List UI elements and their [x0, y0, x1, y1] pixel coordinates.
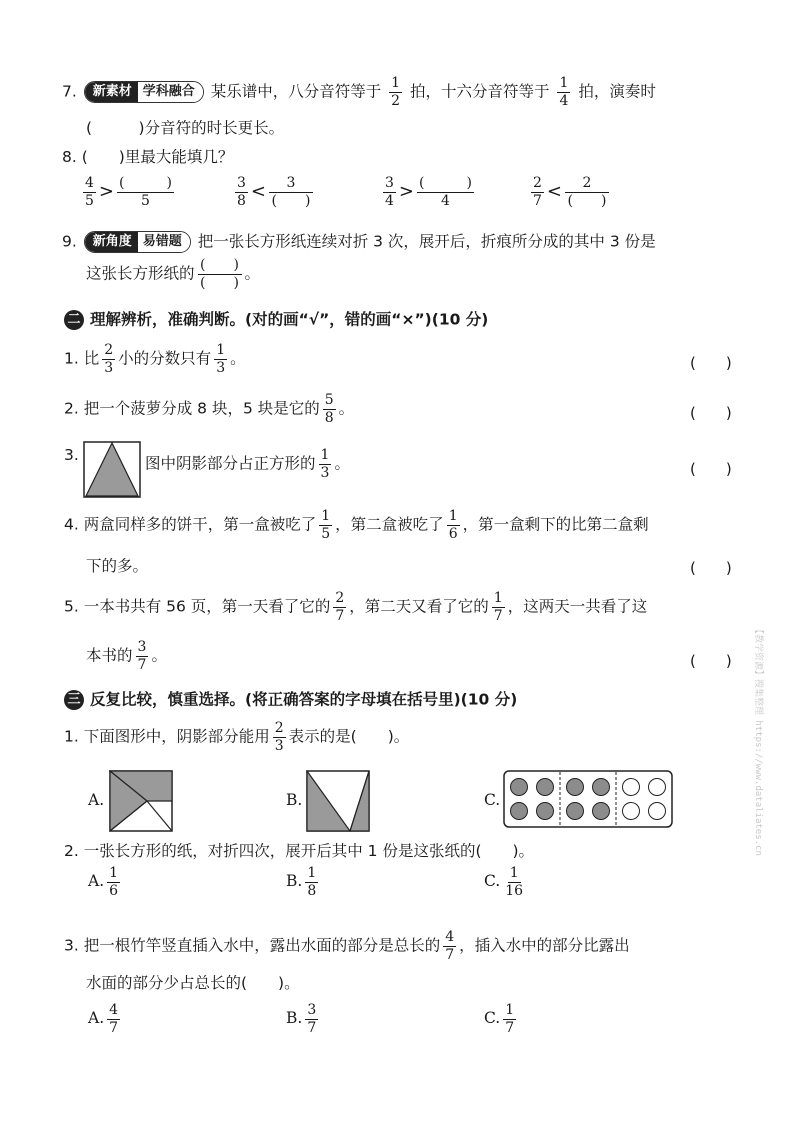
section2-title: 理解辨析，准确判断。(对的画“√”，错的画“×”)(10 分) — [90, 310, 489, 329]
s3-q1-option-c-figure[interactable] — [503, 770, 673, 828]
section3-badge: 三 — [64, 690, 84, 710]
s3-q3-option-b[interactable]: B. $\frac{3}{7}$ — [286, 1002, 317, 1036]
s3-q2: 2. 一张长方形的纸，对折四次，展开后其中 1 份是这张纸的( )。 — [64, 842, 535, 860]
s3-q3-option-a[interactable]: A. $\frac{4}{7}$ — [88, 1002, 119, 1036]
q9-tag: 新角度 易错题 — [84, 231, 191, 253]
q7-frac1: $\frac{1}{2}$ — [391, 75, 401, 109]
s3-q3-option-c[interactable]: C. $\frac{1}{7}$ — [484, 1002, 515, 1036]
section2-badge: 二 — [64, 310, 84, 330]
s2-q4-line2: 下的多。 — [86, 557, 149, 575]
s3-q1-option-a-figure[interactable] — [109, 770, 173, 832]
s2-q3: 3. — [64, 446, 79, 464]
q7-frac2: $\frac{1}{4}$ — [559, 75, 569, 109]
q8-item-3[interactable]: $\frac{3}{4}$ > $\frac{( )}{4}$ — [385, 175, 472, 209]
q9-line1: 9. 新角度 易错题 把一张长方形纸连续对折 3 次，展开后，折痕所分成的其中 3 份是 — [62, 231, 656, 253]
s2-q2-answer-bracket[interactable]: ( ) — [690, 404, 732, 422]
q8-item-2[interactable]: $\frac{3}{8}$ < $\frac{3}{( )}$ — [232, 176, 316, 208]
s2-q1-answer-bracket[interactable]: ( ) — [690, 354, 732, 372]
q7-number: 7. — [62, 82, 77, 101]
s2-q5-line1: 5. 一本书共有 56 页，第一天看了它的 $\frac{2}{7}$ ，第二天又看了它的 $\frac{1}{7}$ ，这两天一共看了这 — [64, 590, 648, 624]
s2-q2: 2. 把一个菠萝分成 8 块，5 块是它的 $\frac{5}{8}$ 。 — [64, 392, 355, 426]
s2-q3-triangle-figure — [83, 441, 141, 498]
q8-line1 — [62, 150, 233, 166]
section2-heading — [64, 310, 488, 330]
s3-q2-option-c[interactable]: C. $\frac{1}{16}$ — [484, 865, 524, 899]
s3-q2-option-a[interactable]: A. $\frac{1}{6}$ — [88, 865, 119, 899]
q8-item-1[interactable]: $\frac{4}{5}$ > $\frac{( )}{5}$ — [85, 175, 172, 209]
section3-title: 反复比较，慎重选择。(将正确答案的字母填在括号里)(10 分) — [90, 690, 518, 709]
q8-number: 8. — [62, 148, 77, 166]
section3-heading — [64, 690, 517, 710]
s3-q1-option-b-figure[interactable] — [306, 770, 370, 832]
q8-item-4[interactable]: $\frac{2}{7}$ < $\frac{2}{( )}$ — [528, 176, 612, 208]
s2-q5-answer-bracket[interactable]: ( ) — [690, 652, 732, 670]
s2-q3-answer-bracket[interactable]: ( ) — [690, 460, 732, 478]
s3-q1-option-c-label[interactable]: C. — [484, 791, 501, 809]
s2-q3-text: 图中阴影部分占正方形的 $\frac{1}{3}$ 。 — [145, 447, 350, 481]
q7-line1: 7. 新素材 学科融合 某乐谱中，八分音符等于 $\frac{1}{2}$ 拍，十六分音符等于 $\frac{1}{4}$ 拍，演奏时 — [62, 75, 656, 109]
s3-q3-line2: 水面的部分少占总长的( )。 — [86, 974, 300, 992]
q9-line2[interactable]: 这张长方形纸的 $\frac{( )}{( )}$ 。 — [86, 257, 261, 291]
s2-q4-line1: 4. 两盒同样多的饼干，第一盒被吃了 $\frac{1}{5}$ ，第二盒被吃了 $\frac{1}{6}$ ，第一盒剩下的比第二盒剩 — [64, 508, 649, 542]
q9-number: 9. — [62, 232, 77, 251]
s2-q4-answer-bracket[interactable]: ( ) — [690, 559, 732, 577]
s2-q1: 1. 比 $\frac{2}{3}$ 小的分数只有 $\frac{1}{3}$ 。 — [64, 342, 246, 376]
s2-q5-line2: 本书的 $\frac{3}{7}$ 。 — [86, 639, 167, 673]
q8-text: ( )里最大能填几？ — [81, 148, 234, 166]
s3-q3-line1: 3. 把一根竹竿竖直插入水中，露出水面的部分是总长的 $\frac{4}{7}$ ，插入水中的部分比露出 — [64, 929, 630, 963]
s3-q1-option-a-label[interactable]: A. — [88, 791, 105, 809]
s3-q1: 1. 下面图形中，阴影部分能用 $\frac{2}{3}$ 表示的是( )。 — [64, 720, 410, 754]
side-watermark: 【教学资源】搜集整理 https://www.dataliates.cn — [753, 625, 763, 856]
s3-q2-option-b[interactable]: B. $\frac{1}{8}$ — [286, 865, 317, 899]
s3-q1-option-b-label[interactable]: B. — [286, 791, 303, 809]
q7-line2[interactable]: ( )分音符的时长更长。 — [86, 119, 285, 137]
q7-tag: 新素材 学科融合 — [84, 81, 204, 103]
